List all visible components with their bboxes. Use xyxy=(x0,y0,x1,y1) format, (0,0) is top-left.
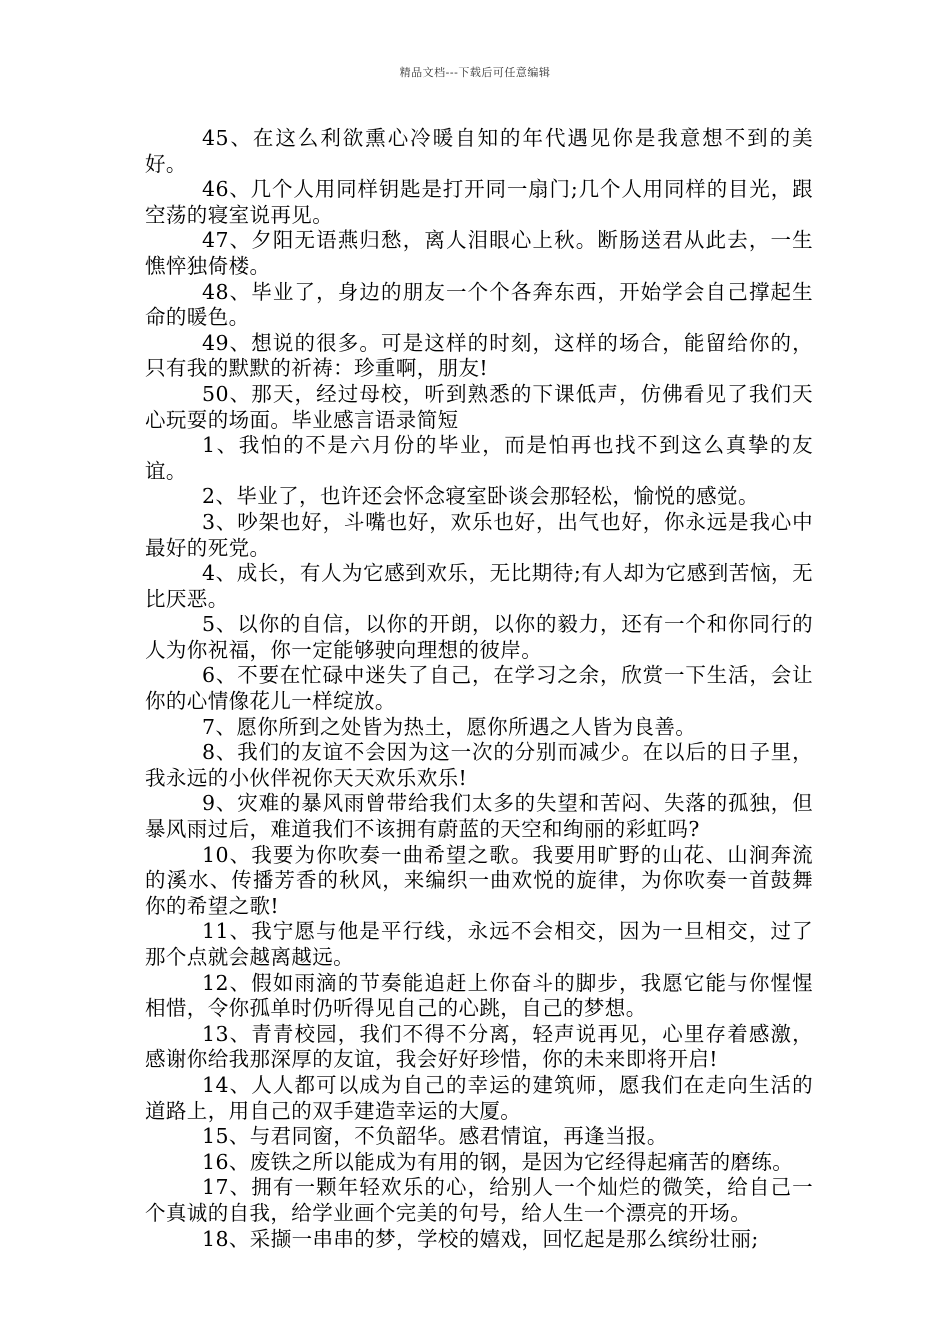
paragraph-50: 50、那天，经过母校，听到熟悉的下课低声，仿佛看见了我们天心玩耍的场面。毕业感言语录简短 xyxy=(145,381,813,432)
paragraph-1: 1、我怕的不是六月份的毕业，而是怕再也找不到这么真挚的友谊。 xyxy=(145,433,813,483)
paragraph-6: 6、不要在忙碌中迷失了自己，在学习之余，欣赏一下生活，会让你的心情像花儿一样绽放。 xyxy=(145,663,813,714)
paragraph-45: 45、在这么利欲熏心冷暖自知的年代遇见你是我意想不到的美好。 xyxy=(145,126,813,176)
paragraph-12: 12、假如雨滴的节奏能追赶上你奋斗的脚步，我愿它能与你惺惺相惜，令你孤单时仍听得见自己的心跳，自己的梦想。 xyxy=(145,970,813,1021)
paragraph-17: 17、拥有一颗年轻欢乐的心，给别人一个灿烂的微笑，给自己一个真诚的自我，给学业画个完美的句号，给人生一个漂亮的开场。 xyxy=(145,1175,813,1225)
paragraph-8: 8、我们的友谊不会因为这一次的分别而减少。在以后的日子里，我永远的小伙伴祝你天天欢乐欢乐! xyxy=(145,740,813,790)
paragraph-16: 16、废铁之所以能成为有用的钢，是因为它经得起痛苦的磨练。 xyxy=(202,1149,794,1174)
paragraph-46: 46、几个人用同样钥匙是打开同一扇门;几个人用同样的目光，跟空荡的寝室说再见。 xyxy=(145,177,813,227)
paragraph-14: 14、人人都可以成为自己的幸运的建筑师，愿我们在走向生活的道路上，用自己的双手建造幸运的大厦。 xyxy=(145,1072,813,1123)
paragraph-4: 4、成长，有人为它感到欢乐，无比期待;有人却为它感到苦恼，无比厌恶。 xyxy=(145,561,813,611)
paragraph-47: 47、夕阳无语燕归愁，离人泪眼心上秋。断肠送君从此去，一生憔悴独倚楼。 xyxy=(145,228,813,278)
paragraph-9: 9、灾难的暴风雨曾带给我们太多的失望和苦闷、失落的孤独，但暴风雨过后，难道我们不该拥有蔚蓝的天空和绚丽的彩虹吗? xyxy=(145,791,813,842)
paragraph-18: 18、采撷一串串的梦，学校的嬉戏，回忆起是那么缤纷壮丽; xyxy=(202,1226,759,1251)
paragraph-13: 13、青青校园，我们不得不分离，轻声说再见，心里存着感激，感谢你给我那深厚的友谊，我会好好珍惜，你的未来即将开启! xyxy=(145,1021,813,1072)
paragraph-2: 2、毕业了，也许还会怀念寝室卧谈会那轻松，愉悦的感觉。 xyxy=(202,484,759,509)
paragraph-5: 5、以你的自信，以你的开朗，以你的毅力，还有一个和你同行的人为你祝福，你一定能够驶向理想的彼岸。 xyxy=(145,612,813,662)
paragraph-7: 7、愿你所到之处皆为热土，愿你所遇之人皆为良善。 xyxy=(202,714,697,739)
paragraph-48: 48、毕业了，身边的朋友一个个各奔东西，开始学会自己撑起生命的暖色。 xyxy=(145,279,813,330)
document-body xyxy=(145,126,813,1252)
paragraph-11: 11、我宁愿与他是平行线，永远不会相交，因为一旦相交，过了那个点就会越离越远。 xyxy=(145,919,813,969)
paragraph-3: 3、吵架也好，斗嘴也好，欢乐也好，出气也好，你永远是我心中最好的死党。 xyxy=(145,509,813,560)
paragraph-15: 15、与君同窗，不负韶华。感君情谊，再逢当报。 xyxy=(202,1124,668,1149)
paragraph-49: 49、想说的很多。可是这样的时刻，这样的场合，能留给你的，只有我的默默的祈祷：珍重啊，朋友! xyxy=(145,330,813,381)
page-header: 精品文档---下载后可任意编辑 xyxy=(399,66,551,79)
paragraph-10: 10、我要为你吹奏一曲希望之歌。我要用旷野的山花、山涧奔流的溪水、传播芳香的秋风，来编织一曲欢悦的旋律，为你吹奏一首鼓舞你的希望之歌! xyxy=(145,842,813,918)
